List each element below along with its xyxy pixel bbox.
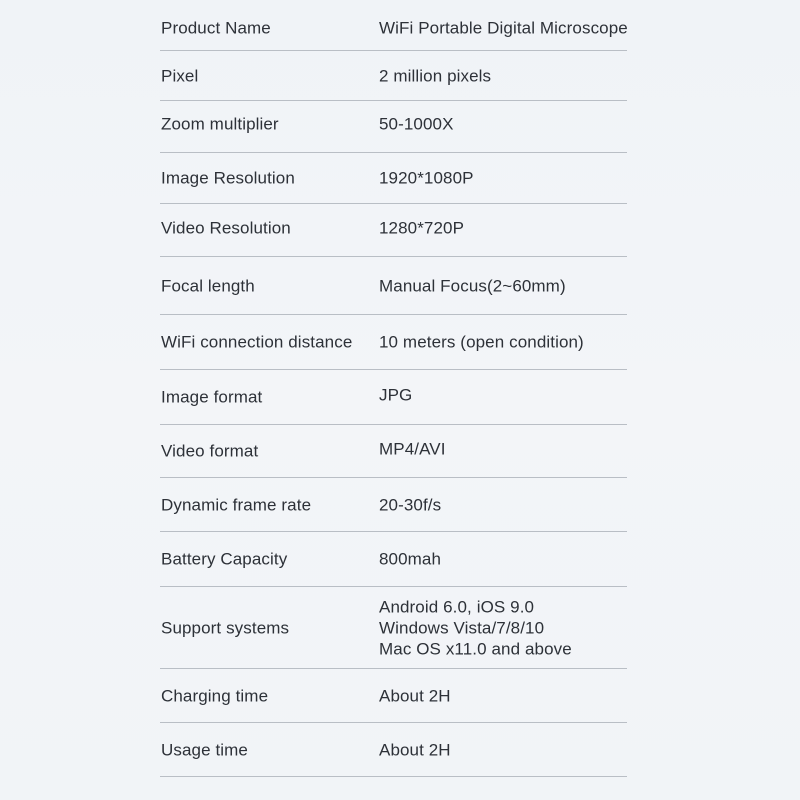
- spec-value: [379, 596, 572, 659]
- spec-label: Charging time: [161, 686, 269, 705]
- spec-row-image-format: [160, 370, 627, 425]
- spec-label: Image format: [161, 387, 263, 407]
- spec-value: [379, 113, 454, 134]
- spec-row-wifi-connection-distance: [160, 315, 627, 370]
- spec-value: [379, 549, 441, 570]
- spec-label: Zoom multiplier: [161, 114, 279, 133]
- spec-label: Image Resolution: [161, 168, 295, 188]
- spec-row-dynamic-frame-rate: [160, 478, 627, 532]
- spec-value-line: Windows Vista/7/8/10: [379, 618, 545, 637]
- spec-label: WiFi connection distance: [161, 332, 353, 352]
- spec-value: [379, 494, 441, 515]
- spec-label: Dynamic frame rate: [161, 495, 312, 514]
- spec-value-line: MP4/AVI: [379, 439, 446, 459]
- spec-row-focal-length: [160, 257, 627, 315]
- spec-value: [379, 685, 451, 706]
- spec-value-line: JPG: [379, 385, 413, 405]
- spec-value: [379, 65, 491, 86]
- spec-value: [379, 275, 566, 296]
- spec-row-usage-time: [160, 723, 627, 777]
- spec-value: [379, 168, 474, 189]
- spec-row-support-systems: [160, 587, 627, 669]
- spec-label: Video format: [161, 441, 259, 461]
- spec-label: Video Resolution: [161, 218, 291, 238]
- spec-row-charging-time: [160, 669, 627, 723]
- spec-label: Product Name: [161, 18, 271, 38]
- spec-row-zoom-multiplier: [160, 101, 627, 153]
- spec-row-image-resolution: [160, 153, 627, 204]
- spec-row-pixel: [160, 51, 627, 101]
- spec-label: Battery Capacity: [161, 549, 288, 569]
- spec-value: [379, 18, 628, 39]
- spec-value-line: 10 meters (open condition): [379, 332, 584, 352]
- spec-value-line: Mac OS x11.0 and above: [379, 639, 572, 658]
- spec-value: [379, 332, 584, 353]
- spec-value-line: Android 6.0, iOS 9.0: [379, 597, 535, 616]
- spec-row-video-format: [160, 425, 627, 478]
- spec-value: [379, 439, 446, 460]
- spec-value-line: About 2H: [379, 740, 451, 759]
- spec-value-line: Manual Focus(2~60mm): [379, 276, 566, 295]
- spec-value-line: 20-30f/s: [379, 495, 442, 514]
- spec-value-line: WiFi Portable Digital Microscope: [379, 18, 628, 38]
- spec-label: Support systems: [161, 618, 290, 637]
- spec-value-line: About 2H: [379, 686, 451, 705]
- spec-value-line: 1280*720P: [379, 218, 465, 238]
- spec-value-line: 2 million pixels: [379, 66, 492, 85]
- spec-value: [379, 385, 412, 406]
- spec-label: Usage time: [161, 740, 248, 759]
- spec-row-product-name: [160, 0, 627, 51]
- spec-label: Pixel: [161, 66, 199, 85]
- spec-row-battery-capacity: [160, 532, 627, 587]
- spec-value-line: 800mah: [379, 549, 442, 569]
- spec-label: Focal length: [161, 276, 255, 295]
- spec-value: [379, 739, 451, 760]
- spec-row-video-resolution: [160, 204, 627, 257]
- spec-value: [379, 218, 464, 239]
- spec-value-line: 1920*1080P: [379, 168, 474, 188]
- spec-value-line: 50-1000X: [379, 114, 454, 133]
